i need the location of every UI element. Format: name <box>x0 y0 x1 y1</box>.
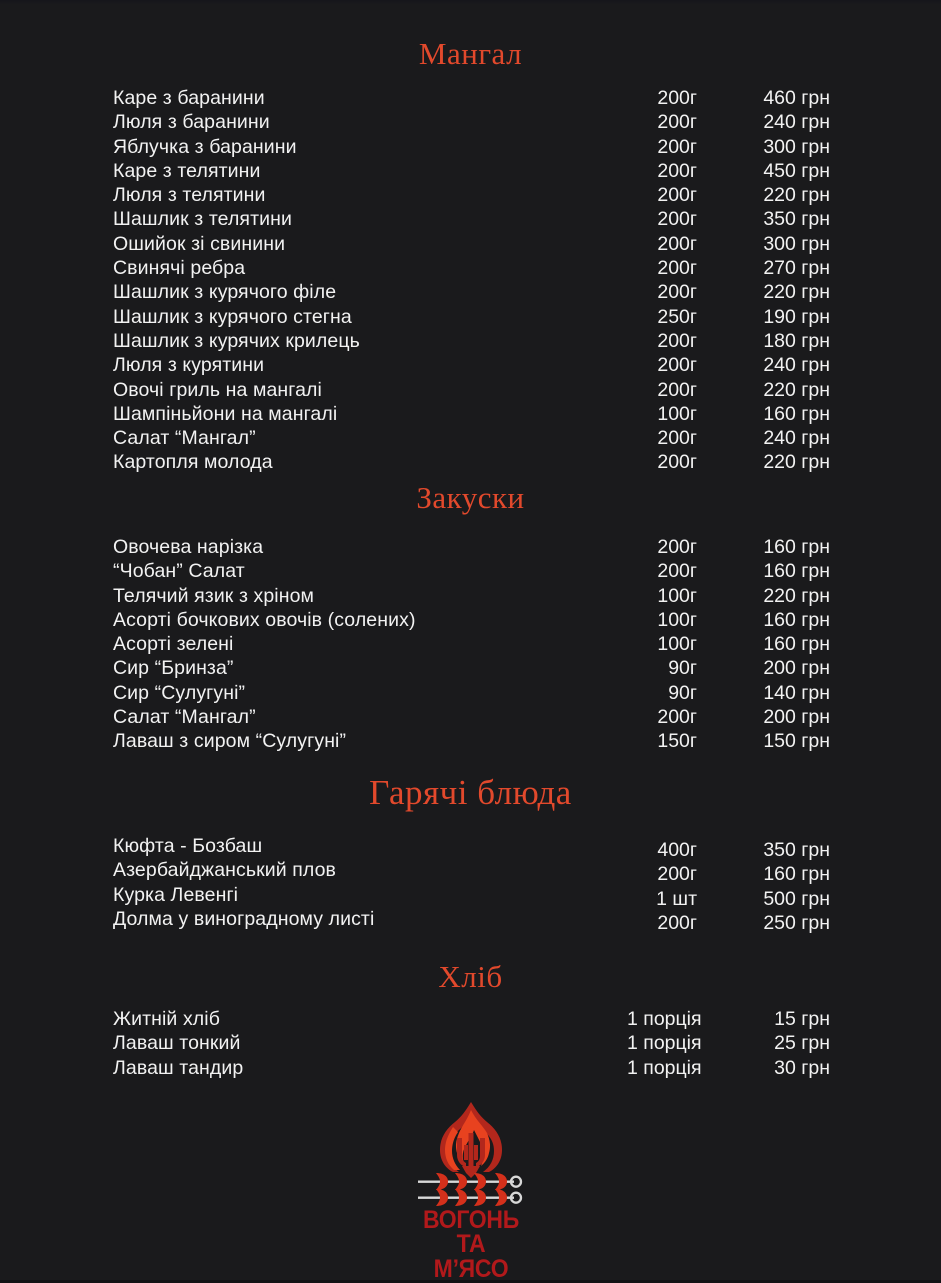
menu-item-name: Сир “Сулугуні” <box>113 681 246 704</box>
menu-item-name: Люля з баранини <box>113 111 270 134</box>
menu-item-list <box>0 834 941 934</box>
menu-item-weight: 200г <box>657 451 697 474</box>
menu-item-weight: 400г <box>657 839 697 861</box>
menu-item-row <box>0 450 941 474</box>
top-edge-band <box>0 0 941 5</box>
menu-item-row <box>0 907 941 934</box>
menu-item-price: 180 грн <box>763 329 830 352</box>
menu-item-price: 15 грн <box>774 1008 830 1030</box>
menu-item-weight: 100г <box>657 633 697 656</box>
menu-item-price: 240 грн <box>763 354 830 377</box>
menu-item-weight: 200г <box>657 329 697 352</box>
skewer-icon-2 <box>418 1189 521 1206</box>
menu-item-price: 160 грн <box>763 402 830 425</box>
menu-item-name: Шампіньйони на мангалі <box>113 402 338 425</box>
menu-item-price: 220 грн <box>763 451 830 474</box>
menu-item-price: 350 грн <box>763 839 830 861</box>
menu-item-weight: 200г <box>657 354 697 377</box>
menu-item-row <box>0 1007 941 1031</box>
menu-item-weight: 200г <box>657 281 697 304</box>
menu-item-weight: 200г <box>657 111 697 134</box>
menu-item-price: 270 грн <box>763 257 830 280</box>
menu-item-row <box>0 858 941 886</box>
menu-item-name: Долма у виноградному листі <box>113 907 375 930</box>
menu-item-weight: 100г <box>657 584 697 607</box>
menu-item-weight: 200г <box>657 536 697 558</box>
menu-item-price: 220 грн <box>763 584 830 607</box>
menu-item-name: Телячий язик з хріном <box>113 584 315 607</box>
menu-item-row <box>0 110 941 134</box>
menu-item-weight: 200г <box>657 208 697 231</box>
menu-item-row <box>0 232 941 256</box>
menu-item-price: 220 грн <box>763 184 830 207</box>
menu-item-list <box>0 535 941 754</box>
menu-item-weight: 200г <box>657 378 697 401</box>
menu-item-row <box>0 329 941 353</box>
section-title: Мангал <box>418 36 523 71</box>
menu-item-name: Лаваш тандир <box>113 1056 244 1079</box>
menu-item-row <box>0 378 941 402</box>
menu-item-name: Асорті бочкових овочів (солених) <box>113 608 416 631</box>
menu-item-row <box>0 183 941 207</box>
menu-item-name: Шашлик з курячого філе <box>113 281 337 304</box>
menu-item-row <box>0 159 941 183</box>
menu-item-row <box>0 608 941 632</box>
menu-item-name: Овочева нарізка <box>113 536 264 558</box>
menu-item-price: 160 грн <box>763 536 830 558</box>
trident-icon <box>457 1133 485 1178</box>
menu-item-weight: 100г <box>657 608 697 631</box>
menu-item-weight: 200г <box>657 135 697 158</box>
menu-item-row <box>0 256 941 280</box>
menu-item-name: Шашлик з курячого стегна <box>113 305 352 328</box>
menu-item-name: Каре з баранини <box>113 87 265 109</box>
menu-item-price: 160 грн <box>763 560 830 583</box>
menu-item-weight: 1 порція <box>627 1008 702 1030</box>
menu-item-row <box>0 207 941 231</box>
logo-line-1: ВОГОНЬ <box>422 1206 519 1234</box>
menu-item-weight: 200г <box>657 159 697 182</box>
menu-item-price: 150 грн <box>763 730 830 753</box>
menu-item-row <box>0 883 941 910</box>
menu-item-weight: 200г <box>657 87 697 109</box>
menu-item-price: 450 грн <box>763 159 830 182</box>
menu-item-name: “Чобан” Салат <box>113 560 245 583</box>
menu-item-name: Сир “Бринза” <box>113 657 234 680</box>
menu-item-weight: 1 порція <box>627 1032 702 1055</box>
menu-item-list <box>0 1007 941 1080</box>
logo-line-2: ТА М’ЯСО <box>433 1230 508 1283</box>
menu-item-name: Ошийок зі свинини <box>113 232 286 255</box>
menu-item-name: Люля з телятини <box>113 184 266 207</box>
menu-item-weight: 200г <box>657 911 697 934</box>
menu-item-row <box>0 584 941 608</box>
menu-item-name: Салат “Мангал” <box>113 427 256 450</box>
menu-item-name: Шашлик з телятини <box>113 208 292 231</box>
menu-item-weight: 1 шт <box>656 887 697 910</box>
menu-item-price: 500 грн <box>763 887 830 910</box>
menu-item-price: 200 грн <box>763 657 830 680</box>
menu-item-row <box>0 135 941 159</box>
menu-item-price: 350 грн <box>763 208 830 231</box>
menu-item-price: 250 грн <box>763 911 830 934</box>
menu-item-weight: 1 порція <box>627 1056 702 1079</box>
menu-item-price: 220 грн <box>763 281 830 304</box>
menu-item-row <box>0 656 941 680</box>
menu-item-weight: 100г <box>657 402 697 425</box>
menu-item-price: 140 грн <box>763 681 830 704</box>
menu-item-weight: 200г <box>657 184 697 207</box>
menu-item-row <box>0 1031 941 1055</box>
menu-item-price: 160 грн <box>763 633 830 656</box>
menu-item-row <box>0 402 941 426</box>
menu-item-row <box>0 86 941 110</box>
menu-item-row <box>0 305 941 329</box>
flame-skewers-icon <box>412 1100 530 1206</box>
menu-item-weight: 250г <box>657 305 697 328</box>
vogon-ta-myaso-logo <box>412 1100 530 1281</box>
menu-item-row <box>0 705 941 729</box>
logo-container <box>0 1100 941 1281</box>
menu-item-name: Яблучка з баранини <box>113 135 297 158</box>
menu-item-price: 300 грн <box>763 232 830 255</box>
menu-item-row <box>0 535 941 559</box>
menu-item-weight: 200г <box>657 863 697 886</box>
menu-item-weight: 90г <box>668 657 697 680</box>
menu-item-row <box>0 834 941 861</box>
menu-item-name: Шашлик з курячих крилець <box>113 329 360 352</box>
menu-item-price: 300 грн <box>763 135 830 158</box>
menu-item-row <box>0 729 941 753</box>
menu-item-name: Картопля молода <box>113 451 273 474</box>
menu-item-price: 460 грн <box>763 87 830 109</box>
menu-item-row <box>0 559 941 583</box>
menu-item-row <box>0 280 941 304</box>
menu-item-name: Кюфта - Бозбаш <box>113 835 263 857</box>
menu-item-name: Житній хліб <box>113 1008 220 1030</box>
menu-item-weight: 200г <box>657 560 697 583</box>
menu-item-name: Каре з телятини <box>113 159 261 182</box>
menu-item-price: 25 грн <box>774 1032 830 1055</box>
menu-item-name: Овочі гриль на мангалі <box>113 378 322 401</box>
menu-item-price: 160 грн <box>763 863 830 886</box>
menu-item-list <box>0 86 941 475</box>
menu-item-weight: 200г <box>657 706 697 729</box>
menu-item-weight: 200г <box>657 427 697 450</box>
menu-item-price: 220 грн <box>763 378 830 401</box>
menu-item-row <box>0 632 941 656</box>
menu-item-row <box>0 681 941 705</box>
menu-item-weight: 150г <box>657 730 697 753</box>
menu-item-name: Люля з курятини <box>113 354 265 377</box>
menu-item-row <box>0 1056 941 1080</box>
menu-item-weight: 200г <box>657 257 697 280</box>
menu-item-name: Салат “Мангал” <box>113 706 256 729</box>
menu-item-name: Асорті зелені <box>113 633 234 656</box>
menu-item-name: Азербайджанський плов <box>113 859 337 882</box>
section-title: Закуски <box>416 480 525 515</box>
menu-item-price: 200 грн <box>763 706 830 729</box>
section-title: Гарячі блюда <box>369 773 572 812</box>
menu-item-row <box>0 353 941 377</box>
menu-item-price: 160 грн <box>763 608 830 631</box>
section-title: Хліб <box>438 959 503 994</box>
menu-item-price: 240 грн <box>763 427 830 450</box>
menu-item-name: Лаваш тонкий <box>113 1032 241 1055</box>
menu-item-row <box>0 426 941 450</box>
menu-item-name: Свинячі ребра <box>113 257 246 280</box>
menu-item-weight: 200г <box>657 232 697 255</box>
logo-wordmark <box>412 1208 530 1281</box>
menu-item-price: 30 грн <box>774 1056 830 1079</box>
menu-item-name: Курка Левенгі <box>113 883 239 906</box>
menu-item-price: 240 грн <box>763 111 830 134</box>
menu-item-name: Лаваш з сиром “Сулугуні” <box>113 730 347 753</box>
menu-item-price: 190 грн <box>763 305 830 328</box>
menu-item-weight: 90г <box>668 681 697 704</box>
